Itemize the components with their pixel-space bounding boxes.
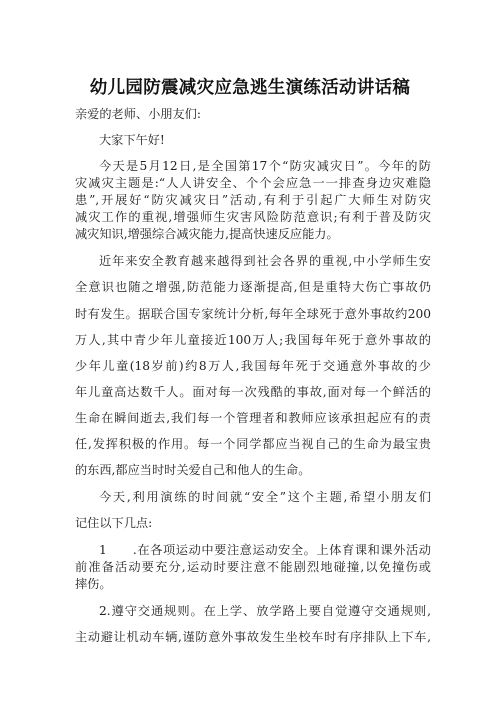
list-item-1-line: 1 .在各项运动中要注意运动安全。上体育课和课外活动 [99,543,431,557]
paragraph-2-line: 少年儿童(18岁前)约8万人,我国每年死于交通意外事故的少 [75,359,431,373]
list-item-1-line: 前准备活动要充分,运动时要注意不能剧烈地碰撞,以免撞伤或 [75,560,431,574]
paragraph-2-line: 年儿童高达数千人。面对每一次残酷的事故,面对每一个鲜活的 [75,385,431,399]
paragraph-2-line: 任,发挥积极的作用。每一个同学都应当视自己的生命为最宝贵 [75,437,431,451]
paragraph-2-line: 生命在瞬间逝去,我们每一个管理者和教师应该承担起应有的责 [75,411,431,425]
list-item-2-line: 2.遵守交通规则。在上学、放学路上要自觉遵守交通规则, [99,604,431,618]
paragraph-1-line: 减灾工作的重视,增强师生灾害风险防范意识;有利于普及防灾 [75,210,431,224]
paragraph-1-line: 今天是5月12日,是全国第17个“防灾减灾日”。今年的防 [99,159,431,173]
paragraph-3-line: 记住以下几点: [75,516,153,530]
paragraph-1-line: 减灾知识,增强综合减灾能力,提高快速反应能力。 [75,227,339,241]
paragraph-2-line: 时有发生。据联合国专家统计分析,每年全球死于意外事故约200 [75,307,431,321]
paragraph-3-line: 今天,利用演练的时间就“安全”这个主题,希望小朋友们 [99,490,431,504]
paragraph-2-line: 全意识也随之增强,防范能力逐渐提高,但是重特大伤亡事故仍 [75,280,431,294]
document-title: 幼儿园防震减灾应急逃生演练活动讲话稿 [89,78,411,98]
paragraph-1-line: 灾减灾主题是:“人人讲安全、个个会应急一一排查身边灾难隐 [75,176,431,190]
list-item-2-line: 主动避让机动车辆,谨防意外事故发生坐校车时有序排队上下车, [75,630,431,644]
paragraph-2-line: 近年来安全教育越来越得到社会各界的重视,中小学师生安 [99,254,431,268]
hello-line: 大家下午好! [99,133,165,147]
paragraph-2-line: 的东西,都应当时时关爱自己和他人的生命。 [75,463,311,477]
greeting-line: 亲爱的老师、小朋友们: [75,107,201,121]
list-item-1-line: 摔伤。 [75,577,112,591]
paragraph-2-line: 万人,其中青少年儿童接近100万人;我国每年死于意外事故的 [75,333,431,347]
paragraph-1-line: 患”,开展好“防灾减灾日”活动,有利于引起广大师生对防灾 [75,193,431,207]
